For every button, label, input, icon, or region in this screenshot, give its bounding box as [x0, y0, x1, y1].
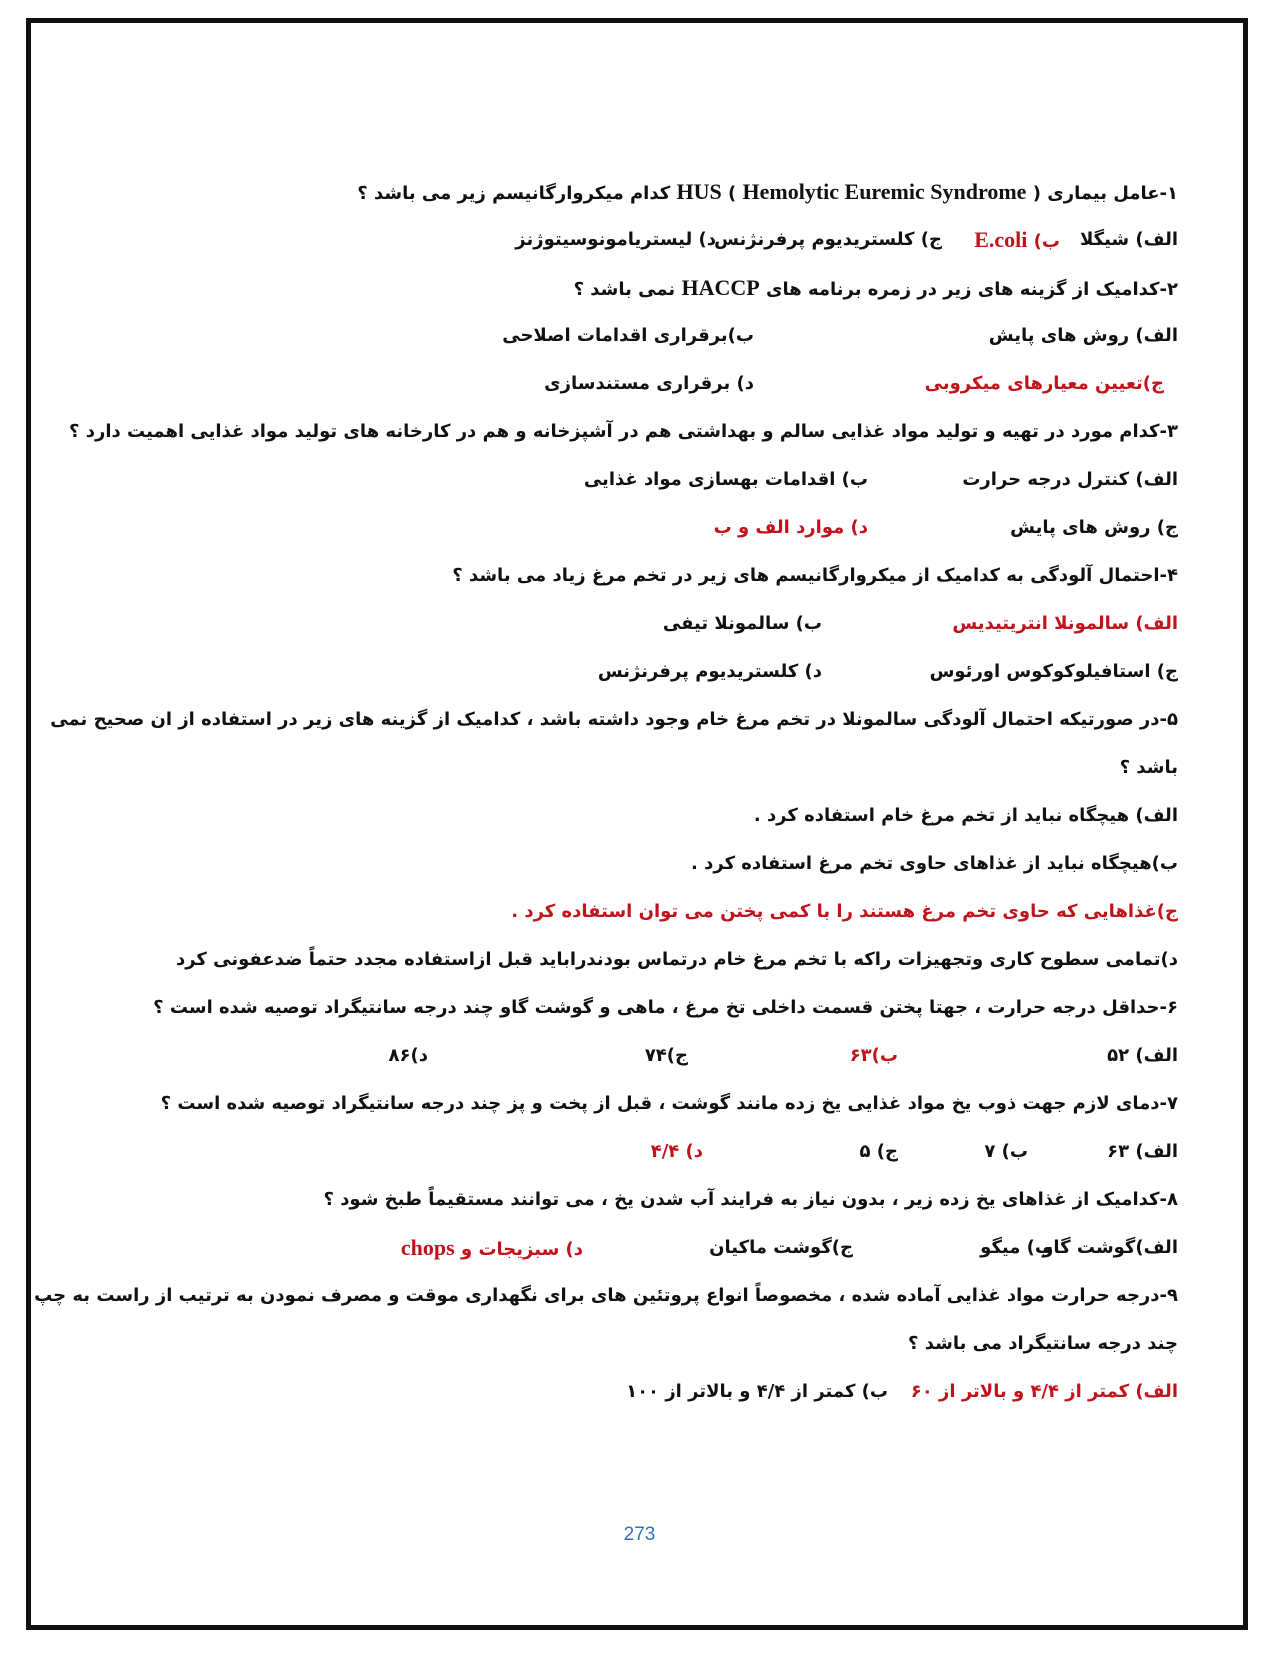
option-d: د) لیستریامونوسیتوژنز [515, 229, 716, 250]
option-b: ب) ۷ [984, 1141, 1028, 1162]
option-d: د)تمامی سطوح کاری وتجهیزات راکه با تخم مرغ خام درتماس بودندرابايد قبل ازاستفاده مجدد حتماً ضدعفونی کرد [176, 949, 1178, 970]
question-2-options-row-2 [168, 360, 1178, 408]
option-a: الف) ۶۳ [1107, 1141, 1178, 1162]
question-6: ۶-حداقل درجه حرارت ، جهتا پختن قسمت داخلی تخ مرغ ، ماهی و گوشت گاو چند درجه سانتیگراد توصیه شده است ؟ [153, 997, 1178, 1018]
question-text: ) کدام میکروارگانیسم زیر می باشد ؟ [357, 183, 1041, 204]
question-2-options-row-1 [168, 312, 1178, 360]
option-b: ب) سالمونلا تیفی [662, 613, 822, 634]
question-4-options-row-2 [168, 648, 1178, 696]
option-d: د)۸۶ [388, 1045, 428, 1066]
option-c: ج)۷۴ [644, 1045, 688, 1066]
option-b-correct: ب)۶۳ [849, 1045, 898, 1066]
question-text: ۲-کدامیک از گزینه های زیر در زمره برنامه های [759, 279, 1178, 300]
question-9-continued: چند درجه سانتیگراد می باشد ؟ [908, 1333, 1178, 1354]
option-b-correct [942, 216, 1060, 264]
question-7-options [168, 1128, 1178, 1176]
option-a: الف) شیگلا [1079, 229, 1178, 250]
question-3-options-row-2 [168, 504, 1178, 552]
option-a: الف) هیچگاه نباید از تخم مرغ خام استفاده کرد . [753, 805, 1178, 826]
question-3-options-row-1 [168, 456, 1178, 504]
option-a: الف)گوشت گاو [1042, 1237, 1178, 1258]
option-label: د) سبزیجات و [454, 1239, 583, 1260]
question-8-options [168, 1224, 1178, 1272]
option-c: ج) ۵ [859, 1141, 898, 1162]
question-latin-term: HUS [676, 179, 722, 204]
question-4-options-row-1 [168, 600, 1178, 648]
question-6-options [168, 1032, 1178, 1080]
option-d-correct [401, 1224, 583, 1272]
option-a: الف) کنترل درجه حرارت [962, 469, 1178, 490]
option-a-correct: الف) سالمونلا انتریتیدیس [952, 613, 1178, 634]
page-number: 273 [623, 1524, 656, 1545]
option-d: د) کلستریدیوم پرفرنژنس [597, 661, 822, 682]
question-1 [168, 168, 1178, 216]
option-b: ب) کمتر از ۴/۴ و بالاتر از ۱۰۰ [626, 1381, 888, 1402]
option-latin-term: E.coli [974, 227, 1028, 252]
option-a: الف) روش های پایش [988, 325, 1178, 346]
exam-questions [34, 168, 1178, 1416]
option-c-correct: ج)تعیین معیارهای میکروبی [924, 373, 1164, 394]
option-c: ج) کلستریدیوم پرفرنژنس [714, 229, 942, 250]
option-b: ب)برقراری اقدامات اصلاحی [502, 325, 754, 346]
question-5-continued: باشد ؟ [1119, 757, 1178, 778]
option-a-correct: الف) کمتر از ۴/۴ و بالاتر از ۶۰ [910, 1381, 1178, 1402]
question-latin-term: HACCP [681, 275, 760, 300]
question-1-options [168, 216, 1178, 264]
question-7: ۷-دمای لازم جهت ذوب یخ مواد غذایی یخ زده مانند گوشت ، قبل از پخت و پز چند درجه سانتیگراد توصیه شده است ؟ [160, 1093, 1178, 1114]
question-9-options [168, 1368, 1178, 1416]
option-a: الف) ۵۲ [1107, 1045, 1178, 1066]
option-b: ب)هیچگاه نباید از غذاهای حاوی تخم مرغ استفاده کرد . [691, 853, 1178, 874]
question-8: ۸-کدامیک از غذاهای یخ زده زیر ، بدون نیاز به فرایند آب شدن یخ ، می توانند مستقیماً طبخ شود ؟ [323, 1189, 1178, 1210]
question-text: نمی باشد ؟ [573, 279, 682, 300]
option-d-correct: د) ۴/۴ [650, 1141, 703, 1162]
question-text: ۱-عامل بیماری [1040, 183, 1178, 204]
option-c: ج) روش های پایش [1010, 517, 1178, 538]
option-c: ج) استافیلوکوکوس اورئوس [929, 661, 1178, 682]
question-latin-term: Hemolytic Euremic Syndrome [742, 179, 1027, 204]
option-d: د) برقراری مستندسازی [544, 373, 754, 394]
question-text: ( [721, 183, 743, 204]
option-c: ج)گوشت ماکیان [709, 1237, 853, 1258]
question-5: ۵-در صورتیکه احتمال آلودگی سالمونلا در تخم مرغ خام وجود داشته باشد ، کدامیک از گزینه های زیر در استفاده از ان صحیح نمی [50, 709, 1178, 730]
option-label: ب) [1027, 231, 1060, 252]
option-c-correct: ج)غذاهایی که حاوی تخم مرغ هستند را با کمی پختن می توان استفاده کرد . [511, 901, 1178, 922]
option-d-correct: د) موارد الف و ب [713, 517, 868, 538]
option-b: ب) اقدامات بهسازی مواد غذایی [583, 469, 868, 490]
option-b: ب) میگو [980, 1237, 1053, 1258]
option-latin-term: chops [400, 1235, 455, 1260]
question-4: ۴-احتمال آلودگی به کدامیک از میکروارگانیسم های زیر در تخم مرغ زیاد می باشد ؟ [452, 565, 1178, 586]
question-3: ۳-کدام مورد در تهیه و تولید مواد غذایی سالم و بهداشتی هم در آشپزخانه و هم در کارخانه های تولید مواد غذایی اهمیت دارد ؟ [69, 421, 1178, 442]
question-2 [168, 264, 1178, 312]
question-9: ۹-درجه حرارت مواد غذایی آماده شده ، مخصوصاً انواع پروتئین های برای نگهداری موقت و مصرف نمودن به ترتیب از راست به چپ [34, 1285, 1178, 1306]
